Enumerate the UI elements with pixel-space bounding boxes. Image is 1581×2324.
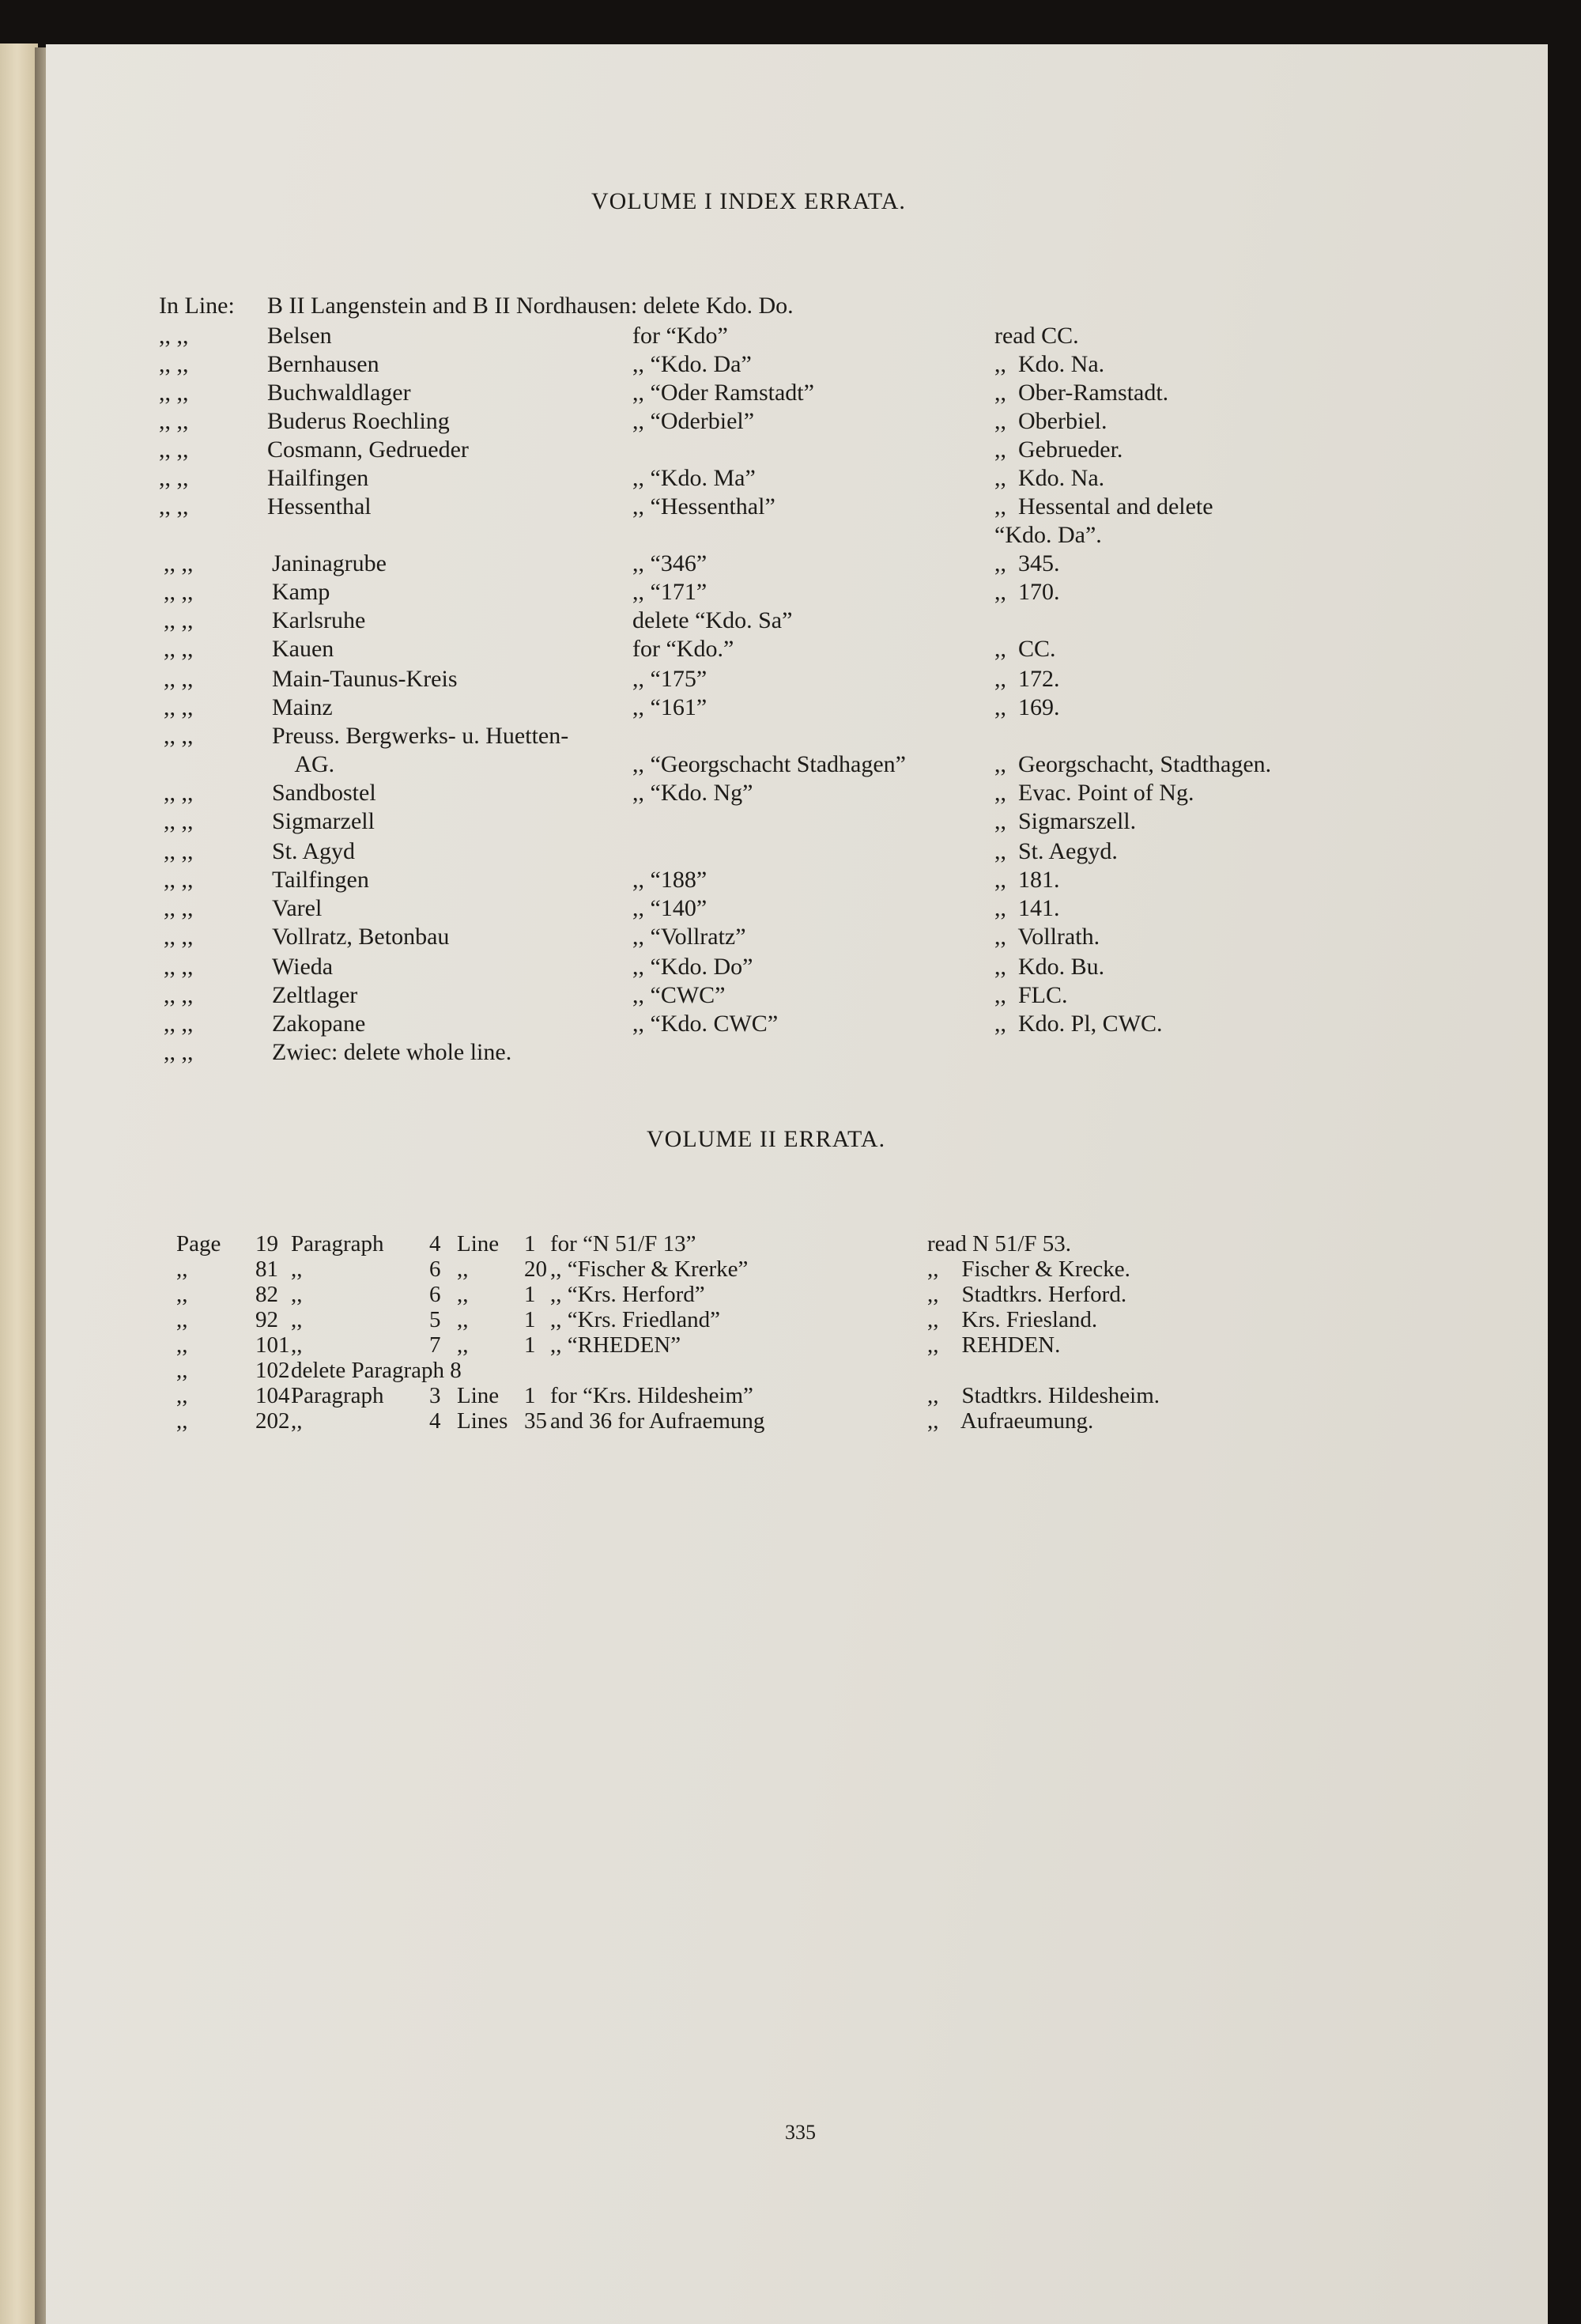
row-marker: ,, ,, [159, 436, 189, 463]
row-term: Main-Taunus-Kreis [272, 666, 458, 692]
row-correct-text: ,, Sigmarszell. [994, 808, 1137, 834]
row-term: Preuss. Bergwerks- u. Huetten- [272, 723, 569, 749]
row-wrong-text: ,, “140” [632, 895, 707, 921]
row-correct-text: ,, Georgschacht, Stadthagen. [994, 751, 1272, 777]
volume-1-title: VOLUME I INDEX ERRATA. [591, 188, 906, 214]
row-term: Kauen [272, 636, 334, 662]
paragraph-number: 5 [429, 1307, 441, 1332]
row-marker: ,, ,, [164, 723, 194, 749]
wrong-text: for “Krs. Hildesheim” [550, 1383, 753, 1408]
row-correct-text: ,, Kdo. Na. [994, 465, 1105, 491]
row-term: Zwiec: delete whole line. [272, 1039, 512, 1065]
line-number: 1 [524, 1332, 536, 1358]
row-marker: ,, ,, [164, 808, 194, 834]
paragraph-label: ,, [291, 1408, 303, 1434]
row-wrong-text: for “Kdo.” [632, 636, 734, 662]
correct-text: read N 51/F 53. [927, 1231, 1072, 1256]
row-marker: ,, ,, [164, 954, 194, 980]
row-marker: ,, ,, [164, 1039, 194, 1065]
row-wrong-text: ,, “175” [632, 666, 707, 692]
row-term: AG. [272, 751, 335, 777]
row-marker: ,, ,, [159, 323, 189, 349]
row-marker: ,, ,, [164, 867, 194, 893]
volume-2-title: VOLUME II ERRATA. [647, 1126, 886, 1152]
row-marker: ,, ,, [164, 982, 194, 1008]
row-correct-text: ,, 141. [994, 895, 1060, 921]
row-correct-text: ,, 170. [994, 579, 1060, 605]
paragraph-number: 4 [429, 1231, 441, 1256]
page-number-ref: 81 [255, 1256, 278, 1282]
row-marker: ,, ,, [164, 636, 194, 662]
row-correct-text: ,, Gebrueder. [994, 436, 1123, 463]
correct-text: ,, Stadtkrs. Herford. [927, 1282, 1127, 1307]
row-wrong-text: ,, “Oder Ramstadt” [632, 380, 814, 406]
row-term: Sandbostel [272, 780, 376, 806]
page-label: ,, [176, 1332, 188, 1358]
row-term: Sigmarzell [272, 808, 375, 834]
row-marker: ,, ,, [164, 924, 194, 950]
correct-text: ,, Stadtkrs. Hildesheim. [927, 1383, 1160, 1408]
row-marker: ,, ,, [164, 895, 194, 921]
paragraph-label: ,, [291, 1307, 303, 1332]
line-number: 1 [524, 1282, 536, 1307]
line-number: 1 [524, 1383, 536, 1408]
page-label: ,, [176, 1307, 188, 1332]
row-marker: ,, ,, [164, 1011, 194, 1037]
correct-text: ,, REHDEN. [927, 1332, 1061, 1358]
row-marker: ,, ,, [164, 607, 194, 633]
row-term: Zakopane [272, 1011, 366, 1037]
page-number-ref: 102 [255, 1358, 290, 1383]
page-label: ,, [176, 1408, 188, 1434]
paragraph-number: 3 [429, 1383, 441, 1408]
row-correct-text: ,, Hessental and delete [994, 493, 1213, 520]
page-number-ref: 202 [255, 1408, 290, 1434]
row-term: Kamp [272, 579, 330, 605]
row-wrong-text: delete “Kdo. Sa” [632, 607, 793, 633]
line-label: Lines [457, 1408, 508, 1434]
wrong-text: for “N 51/F 13” [550, 1231, 696, 1256]
row-marker: ,, ,, [159, 408, 189, 434]
paragraph-number: 6 [429, 1282, 441, 1307]
line-number: 35 [524, 1408, 547, 1434]
page-label: Page [176, 1231, 221, 1256]
row-correct-text: ,, 181. [994, 867, 1060, 893]
row-wrong-text: ,, “Kdo. CWC” [632, 1011, 779, 1037]
row-correct-text: ,, Kdo. Pl, CWC. [994, 1011, 1163, 1037]
row-term: Buchwaldlager [267, 380, 411, 406]
row-term: Belsen [267, 323, 332, 349]
correct-text: ,, Fischer & Krecke. [927, 1256, 1130, 1282]
paragraph-number: 7 [429, 1332, 441, 1358]
row-marker: In Line: [159, 293, 235, 319]
row-wrong-text: for “Kdo” [632, 323, 728, 349]
row-term: Varel [272, 895, 323, 921]
row-marker: ,, ,, [164, 666, 194, 692]
row-wrong-text: ,, “161” [632, 694, 707, 720]
page-number-ref: 104 [255, 1383, 290, 1408]
row-term: B II Langenstein and B II Nordhausen: delete Kdo. Do. [267, 293, 794, 319]
row-marker: ,, ,, [159, 380, 189, 406]
correct-text: ,, Aufraeumung. [927, 1408, 1094, 1434]
page-number-ref: 82 [255, 1282, 278, 1307]
row-term: Vollratz, Betonbau [272, 924, 450, 950]
row-term: Zeltlager [272, 982, 358, 1008]
row-correct-text: read CC. [994, 323, 1079, 349]
line-label: ,, [457, 1332, 469, 1358]
page-label: ,, [176, 1256, 188, 1282]
page-label: ,, [176, 1358, 188, 1383]
row-term: Hessenthal [267, 493, 372, 520]
row-marker: ,, ,, [159, 493, 189, 520]
row-correct-text: “Kdo. Da”. [994, 522, 1102, 548]
line-label: ,, [457, 1282, 469, 1307]
row-wrong-text: ,, “Kdo. Da” [632, 351, 752, 377]
wrong-text: ,, “Fischer & Krerke” [550, 1256, 749, 1282]
row-wrong-text: ,, “Kdo. Do” [632, 954, 753, 980]
row-correct-text: ,, 345. [994, 550, 1060, 576]
row-marker: ,, ,, [164, 550, 194, 576]
row-wrong-text: ,, “Vollratz” [632, 924, 746, 950]
row-term: Mainz [272, 694, 333, 720]
row-wrong-text: ,, “Hessenthal” [632, 493, 775, 520]
line-label: ,, [457, 1307, 469, 1332]
row-correct-text: ,, Ober-Ramstadt. [994, 380, 1169, 406]
row-term: St. Agyd [272, 838, 356, 864]
line-number: 1 [524, 1231, 536, 1256]
row-term: Hailfingen [267, 465, 369, 491]
row-wrong-text: ,, “Kdo. Ng” [632, 780, 753, 806]
row-correct-text: ,, FLC. [994, 982, 1068, 1008]
row-correct-text: ,, 169. [994, 694, 1060, 720]
line-label: Line [457, 1231, 500, 1256]
row-term: Cosmann, Gedrueder [267, 436, 469, 463]
page-label: ,, [176, 1383, 188, 1408]
row-term: Janinagrube [272, 550, 387, 576]
page-number-ref: 101 [255, 1332, 290, 1358]
document-page [46, 44, 1548, 2324]
row-correct-text: ,, Vollrath. [994, 924, 1100, 950]
wrong-text: ,, “Krs. Herford” [550, 1282, 705, 1307]
line-number: 1 [524, 1307, 536, 1332]
paragraph-label: Paragraph [291, 1383, 384, 1408]
page-number-ref: 19 [255, 1231, 278, 1256]
paragraph-label: Paragraph [291, 1231, 384, 1256]
row-term: Karlsruhe [272, 607, 366, 633]
page-label: ,, [176, 1282, 188, 1307]
row-wrong-text: ,, “Georgschacht Stadhagen” [632, 751, 906, 777]
row-wrong-text: ,, “CWC” [632, 982, 726, 1008]
row-marker: ,, ,, [159, 465, 189, 491]
row-wrong-text: ,, “Kdo. Ma” [632, 465, 756, 491]
row-correct-text: ,, St. Aegyd. [994, 838, 1118, 864]
row-correct-text: ,, CC. [994, 636, 1056, 662]
row-correct-text: ,, Kdo. Na. [994, 351, 1105, 377]
paragraph-label: ,, [291, 1332, 303, 1358]
paragraph-number: 4 [429, 1408, 441, 1434]
row-correct-text: ,, Evac. Point of Ng. [994, 780, 1194, 806]
row-marker: ,, ,, [164, 780, 194, 806]
line-number: 20 [524, 1256, 547, 1282]
row-marker: ,, ,, [159, 351, 189, 377]
row-wrong-text: ,, “188” [632, 867, 707, 893]
row-correct-text: ,, Kdo. Bu. [994, 954, 1105, 980]
line-label: ,, [457, 1256, 469, 1282]
line-label: Line [457, 1383, 500, 1408]
wrong-text: and 36 for Aufraemung [550, 1408, 765, 1434]
row-correct-text: ,, 172. [994, 666, 1060, 692]
row-marker: ,, ,, [164, 694, 194, 720]
row-term: Tailfingen [272, 867, 369, 893]
row-term: Wieda [272, 954, 334, 980]
wrong-text: ,, “RHEDEN” [550, 1332, 681, 1358]
wrong-text: ,, “Krs. Friedland” [550, 1307, 721, 1332]
paragraph-number: 6 [429, 1256, 441, 1282]
row-marker: ,, ,, [164, 838, 194, 864]
paragraph-label: delete Paragraph 8 [291, 1358, 462, 1383]
row-correct-text: ,, Oberbiel. [994, 408, 1107, 434]
book-binding [0, 43, 38, 2324]
row-term: Bernhausen [267, 351, 379, 377]
paragraph-label: ,, [291, 1282, 303, 1307]
page-number-ref: 92 [255, 1307, 278, 1332]
row-marker: ,, ,, [164, 579, 194, 605]
paragraph-label: ,, [291, 1256, 303, 1282]
row-wrong-text: ,, “Oderbiel” [632, 408, 755, 434]
row-term: Buderus Roechling [267, 408, 450, 434]
row-wrong-text: ,, “346” [632, 550, 707, 576]
page-number: 335 [785, 2121, 816, 2144]
row-wrong-text: ,, “171” [632, 579, 707, 605]
correct-text: ,, Krs. Friesland. [927, 1307, 1098, 1332]
